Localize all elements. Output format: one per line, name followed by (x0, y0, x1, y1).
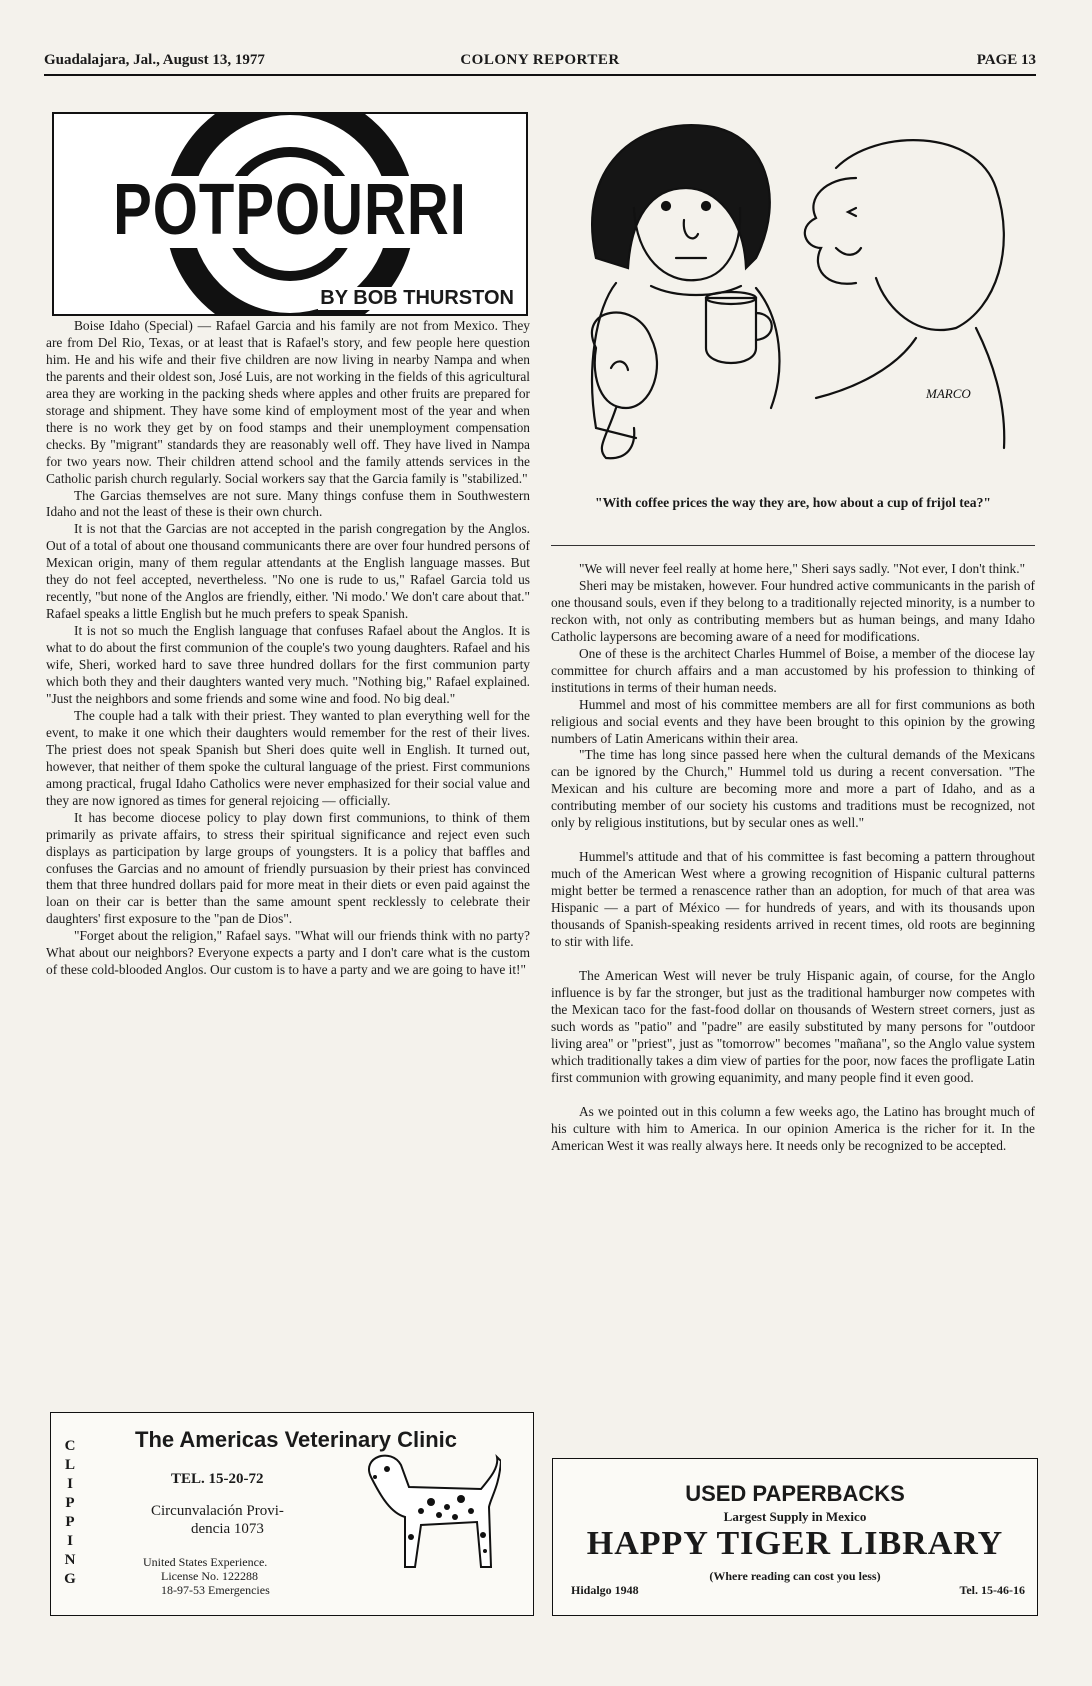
cartoon-signature: MARCO (926, 386, 971, 401)
paragraph: Sheri may be mistaken, however. Four hundred active communicants in the parish of one thousand souls, even if they belong to a traditionally rejected minority, is a number to reckon with, not only as contributing members but as human beings, and many Idaho Catholic laypersons are becoming aware of a need for modifications. (551, 577, 1035, 644)
books-ad-phone: Tel. 15-46-16 (959, 1583, 1025, 1597)
paragraph: It is not that the Garcias are not accepted in the parish congregation by the Anglos. Out of a total of about one thousand communicants there are over four hundred persons of Mexican origin, many of them regular attendants at the English language masses. But they do not feel accepted, nevertheless. "No one is rude to us," Rafael Garcia told us recently, "but none of the Anglos are friendly, either. 'Ni modo.' We don't care about that." Rafael speaks a little English but he much prefers to speak Spanish. (46, 521, 530, 622)
paragraph: Hummel's attitude and that of his committee is fast becoming a pattern throughout much of the American West where a growing recognition of Hispanic cultural patterns might better be termed a renascence rather than an adoption, for much of that area was Hispanic — a part of México — for hundreds of years, and with its thousands upon thousands of Spanish-speaking residents arrived in recent times, old roots are beginning to stir with life. (551, 849, 1035, 950)
paragraph: It is not so much the English language that confuses Rafael about the Anglos. It is what to do about the first communion of the couple's two young daughters. Rafael and his wife, Sheri, worked hard to save three hundred dollars for the first communion party which both they and their daughters wanted very much. "Nothing big," Rafael explained. "Just the neighbors and some friends and some wine and food. No big deal." (46, 623, 530, 706)
books-ad-title: USED PAPERBACKS (685, 1481, 905, 1506)
masthead-page-number: PAGE 13 (976, 52, 1036, 68)
paragraph: It has become diocese policy to play down first communions, to think of them primarily as private affairs, to stress their spiritual significance and reject even such displays as participation by large groups of youngsters. It is a policy that baffles and confuses the Garcias and no amount of friendly pursuasion by their priest has convinced them that three hundred dollars paid for more meat in their diets or even paid against the loan on their car is better than the same amount spent recklessly to celebrate their daughters' first exposure to the "pan de Dios". (46, 809, 530, 927)
article-left-column (46, 318, 530, 979)
paragraph: Hummel and most of his committee members are all for first communions as both religious and social events and they have been brought to this opinion by the growing numbers of Latin Americans within their area. (551, 696, 1035, 746)
books-ad-subtitle: Largest Supply in Mexico (723, 1509, 867, 1524)
books-ad-store-name: HAPPY TIGER LIBRARY (586, 1525, 1004, 1562)
masthead-dateline: Guadalajara, Jal., August 13, 1977 (44, 52, 265, 68)
vet-ad-address-line-1: Circunvalación Provi- (151, 1503, 284, 1519)
cartoon-caption: "With coffee prices the way they are, how about a cup of frijol tea?" (595, 495, 991, 510)
vet-ad-experience: United States Experience. (143, 1555, 268, 1569)
dalmatian-dog-icon (351, 1447, 501, 1577)
divider (551, 545, 1035, 546)
masthead-paper-name: COLONY REPORTER (460, 52, 620, 68)
paragraph: The couple had a talk with their priest. They wanted to plan everything well for the event, to make it one which their daughters would remember for the rest of their lives. The priest does not speak Spanish but Sheri does quite well in English. It turned out, however, that neither of them spoke the cultural language of the priest. First communions among practical, frugal Idaho Catholics were never emphasized for their social value and they are now ignored as times for general rejoicing — officially. (46, 707, 530, 808)
books-ad-address: Hidalgo 1948 (571, 1583, 639, 1597)
happy-tiger-library-ad (552, 1458, 1038, 1616)
cartoon-drawing (556, 108, 1032, 480)
paragraph: Boise Idaho (Special) — Rafael Garcia and his family are not from Mexico. They are from Del Rio, Texas, or at least that is Rafael's story, and few people here question him. He and his wife and their five children are now living in nearby Nampa and when the parents and their oldest son, José Luis, are not working in the fields of this agricultural area they are working in the packing sheds where apples and other fruits are prepared for storage and shipment. They have some kind of employment most of the year and when there is no work they get by on food stamps and their unemployment compensation checks. By "migrant" standards they are reasonably well off. They have lived in Nampa for two years now. Their children attend school and the family attends services in the Catholic parish church regularly. Social workers say that the Garcia family is "stabilized." (46, 318, 530, 486)
veterinary-clinic-ad (50, 1412, 534, 1616)
column-logo (52, 112, 528, 316)
editorial-cartoon (556, 108, 1032, 480)
vet-ad-license: License No. 122288 (161, 1569, 258, 1583)
paragraph: One of these is the architect Charles Hummel of Boise, a member of the diocese lay committee for church affairs and a man accustomed by his profession to thinking of institutions in terms of their human needs. (551, 645, 1035, 695)
paragraph: "We will never feel really at home here," Sheri says sadly. "Not ever, I don't think." (579, 561, 1026, 576)
vet-ad-address-line-2: dencia 1073 (191, 1521, 264, 1537)
paragraph: The American West will never be truly Hispanic again, of course, for the Anglo influence is by far the stronger, but just as the traditional hamburger now competes with the Mexican taco for the fast-food dollar on thousands of Western street corners, just as such words as "patio" and "padre" are easily substituted by many persons for "outdoor living area" or "priest", just as "tomorrow" becomes "mañana", so the Anglo value system which traditionally takes a dim view of parties for the poor, now faces the profligate Latin first communion with growing equanimity, and many people find it even good. (551, 967, 1035, 1085)
article-right-column (551, 561, 1035, 1155)
books-ad-tagline: (Where reading can cost you less) (709, 1569, 881, 1583)
masthead (44, 50, 1036, 76)
clipping-vertical-text: C L I P P I N G (64, 1438, 76, 1587)
column-title: POTPOURRI (113, 168, 467, 251)
paragraph: "The time has long since passed here when the cultural demands of the Mexicans can be ignored by the Church," Hummel told us during a recent conversation. "The Mexican and his culture are becoming more and more a part of Idaho, and as a contributing member of our society his customs and traditions must be recognized, not only by religious institutions, but by secular ones as well." (551, 747, 1035, 831)
paragraph: "Forget about the religion," Rafael says. "What will our friends think with no party? What about our neighbors? Everyone expects a party and I don't care what is the custom of these cold-blooded Anglos. Our custom is to have a party and we are going to have it!" (46, 928, 530, 978)
column-byline: BY BOB THURSTON (320, 287, 514, 309)
paragraph: The Garcias themselves are not sure. Many things confuse them in Southwestern Idaho and not the least of these is their own church. (46, 487, 530, 520)
vet-ad-title: The Americas Veterinary Clinic (135, 1427, 457, 1452)
vet-ad-emergencies: 18-97-53 Emergencies (161, 1583, 270, 1597)
paragraph: As we pointed out in this column a few weeks ago, the Latino has brought much of his culture with him to America. In our opinion America is the richer for it. In the American West it was really always here. It needs only be recognized to be accepted. (551, 1103, 1035, 1153)
vet-ad-phone: TEL. 15-20-72 (171, 1471, 264, 1487)
